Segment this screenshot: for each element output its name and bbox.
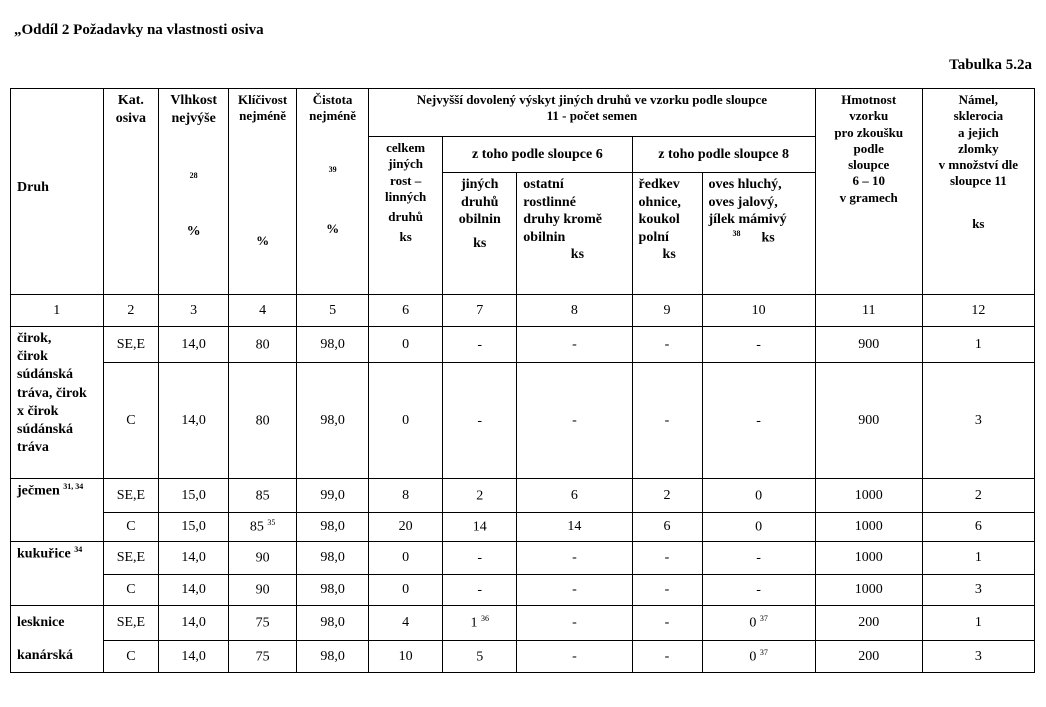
- cell: 14: [443, 513, 517, 542]
- kat-cell: C: [103, 575, 159, 606]
- header-kat: Kat. osiva: [103, 89, 159, 295]
- cell: 0: [702, 479, 815, 513]
- col-num: 11: [815, 295, 922, 327]
- cell: 1000: [815, 479, 922, 513]
- table-row: [11, 479, 1035, 513]
- header-vlhkost: Vlhkost nejvýše 28 %: [159, 89, 229, 295]
- col-num: 6: [369, 295, 443, 327]
- cell: 1000: [815, 575, 922, 606]
- header-namel: Námel, sklerocia a jejich zlomky v množství dle sloupce 11 ks: [922, 89, 1034, 295]
- header-z-toho-8: z toho podle sloupce 8: [632, 137, 815, 173]
- cell: 90: [229, 575, 297, 606]
- cell: 8: [369, 479, 443, 513]
- cell: 2: [632, 479, 702, 513]
- col-num: 12: [922, 295, 1034, 327]
- col-num: 10: [702, 295, 815, 327]
- cell: 14,0: [159, 327, 229, 363]
- kat-cell: SE,E: [103, 542, 159, 575]
- cell: -: [517, 606, 632, 641]
- cell: 0: [702, 513, 815, 542]
- cell: 2: [443, 479, 517, 513]
- cell: -: [517, 641, 632, 673]
- cell: 200: [815, 641, 922, 673]
- cell: -: [632, 542, 702, 575]
- cell: 99,0: [297, 479, 369, 513]
- col-num: 7: [443, 295, 517, 327]
- cell: -: [443, 575, 517, 606]
- col-num: 8: [517, 295, 632, 327]
- kat-cell: C: [103, 641, 159, 673]
- kat-cell: C: [103, 513, 159, 542]
- header-oves: oves hluchý, oves jalový, jílek mámivý $^{38}$ ks: [702, 173, 815, 295]
- cell: 1000: [815, 542, 922, 575]
- species-name: kanárská: [11, 641, 104, 673]
- cell: 90: [229, 542, 297, 575]
- cell: 0 $^{37}$: [702, 606, 815, 641]
- table-row: [11, 327, 1035, 363]
- cell: 0: [369, 363, 443, 479]
- cell: -: [517, 542, 632, 575]
- cell: 14,0: [159, 575, 229, 606]
- cell: 2: [922, 479, 1034, 513]
- cell: -: [517, 327, 632, 363]
- table-row: [11, 641, 1035, 673]
- cell: 75: [229, 641, 297, 673]
- cell: -: [632, 327, 702, 363]
- table-row: [11, 542, 1035, 575]
- cell: 14,0: [159, 363, 229, 479]
- col-num: 3: [159, 295, 229, 327]
- cell: 98,0: [297, 542, 369, 575]
- cell: 1: [922, 542, 1034, 575]
- cell: 1000: [815, 513, 922, 542]
- header-klicivost: Klíčivost nejméně %: [229, 89, 297, 295]
- cell: 6: [632, 513, 702, 542]
- cell: 3: [922, 641, 1034, 673]
- cell: 0: [369, 575, 443, 606]
- header-redkev: ředkev ohnice, koukol polní ks: [632, 173, 702, 295]
- header-ostatni: ostatní rostlinné druhy kromě obilnin ks: [517, 173, 632, 295]
- table-row: [11, 363, 1035, 479]
- header-z-toho-6: z toho podle sloupce 6: [443, 137, 632, 173]
- cell: 0 $^{37}$: [702, 641, 815, 673]
- header-vyskyt: Nejvyšší dovolený výskyt jiných druhů ve vzorku podle sloupce 11 - počet semen: [369, 89, 816, 137]
- species-name: kukuřice $^{34}$: [11, 542, 104, 606]
- header-cistota: Čistota nejméně 39 %: [297, 89, 369, 295]
- cell: 10: [369, 641, 443, 673]
- cell: 98,0: [297, 327, 369, 363]
- cell: -: [632, 363, 702, 479]
- cell: 3: [922, 363, 1034, 479]
- cell: -: [517, 575, 632, 606]
- col-num: 2: [103, 295, 159, 327]
- cell: 98,0: [297, 513, 369, 542]
- header-celkem: celkem jiných rost – linných druhů ks: [369, 137, 443, 295]
- cell: 14: [517, 513, 632, 542]
- cell: 98,0: [297, 575, 369, 606]
- table-row: [11, 513, 1035, 542]
- cell: 6: [517, 479, 632, 513]
- col-num: 9: [632, 295, 702, 327]
- cell: 98,0: [297, 363, 369, 479]
- cell: -: [702, 542, 815, 575]
- cell: 900: [815, 327, 922, 363]
- cell: -: [702, 575, 815, 606]
- requirements-table: [10, 88, 1035, 673]
- cell: -: [632, 606, 702, 641]
- cell: 1 $^{36}$: [443, 606, 517, 641]
- cell: -: [443, 363, 517, 479]
- section-heading: „Oddíl 2 Požadavky na vlastnosti osiva: [14, 22, 264, 38]
- cell: 0: [369, 542, 443, 575]
- species-name: ječmen $^{31, 34}$: [11, 479, 104, 542]
- kat-cell: SE,E: [103, 606, 159, 641]
- cell: -: [517, 363, 632, 479]
- cell: -: [702, 327, 815, 363]
- table-row: [11, 606, 1035, 641]
- cell: 14,0: [159, 606, 229, 641]
- cell: 6: [922, 513, 1034, 542]
- cell: -: [443, 542, 517, 575]
- cell: 3: [922, 575, 1034, 606]
- cell: 200: [815, 606, 922, 641]
- cell: 1: [922, 327, 1034, 363]
- header-druh: Druh: [11, 89, 104, 295]
- cell: -: [632, 575, 702, 606]
- kat-cell: C: [103, 363, 159, 479]
- column-number-row: [11, 295, 1035, 327]
- cell: -: [632, 641, 702, 673]
- table-row: [11, 575, 1035, 606]
- cell: 85 $^{35}$: [229, 513, 297, 542]
- kat-cell: SE,E: [103, 327, 159, 363]
- cell: 14,0: [159, 641, 229, 673]
- cell: -: [702, 363, 815, 479]
- cell: 5: [443, 641, 517, 673]
- cell: 15,0: [159, 513, 229, 542]
- cell: 1: [922, 606, 1034, 641]
- cell: 20: [369, 513, 443, 542]
- cell: 0: [369, 327, 443, 363]
- header-jinych-obilnin: jiných druhů obilnin ks: [443, 173, 517, 295]
- cell: 80: [229, 363, 297, 479]
- cell: 75: [229, 606, 297, 641]
- cell: 85: [229, 479, 297, 513]
- species-name: čirok, čirok súdánská tráva, čirok x čirok súdánská tráva: [11, 327, 104, 479]
- kat-cell: SE,E: [103, 479, 159, 513]
- cell: 14,0: [159, 542, 229, 575]
- species-name: lesknice: [11, 606, 104, 641]
- cell: 98,0: [297, 641, 369, 673]
- cell: 900: [815, 363, 922, 479]
- col-num: 4: [229, 295, 297, 327]
- cell: 80: [229, 327, 297, 363]
- cell: 4: [369, 606, 443, 641]
- col-num: 5: [297, 295, 369, 327]
- table-number: Tabulka 5.2a: [949, 57, 1032, 73]
- cell: -: [443, 327, 517, 363]
- col-num: 1: [11, 295, 104, 327]
- header-hmotnost: Hmotnost vzorku pro zkoušku podle sloupce 6 – 10 v gramech: [815, 89, 922, 295]
- cell: 98,0: [297, 606, 369, 641]
- cell: 15,0: [159, 479, 229, 513]
